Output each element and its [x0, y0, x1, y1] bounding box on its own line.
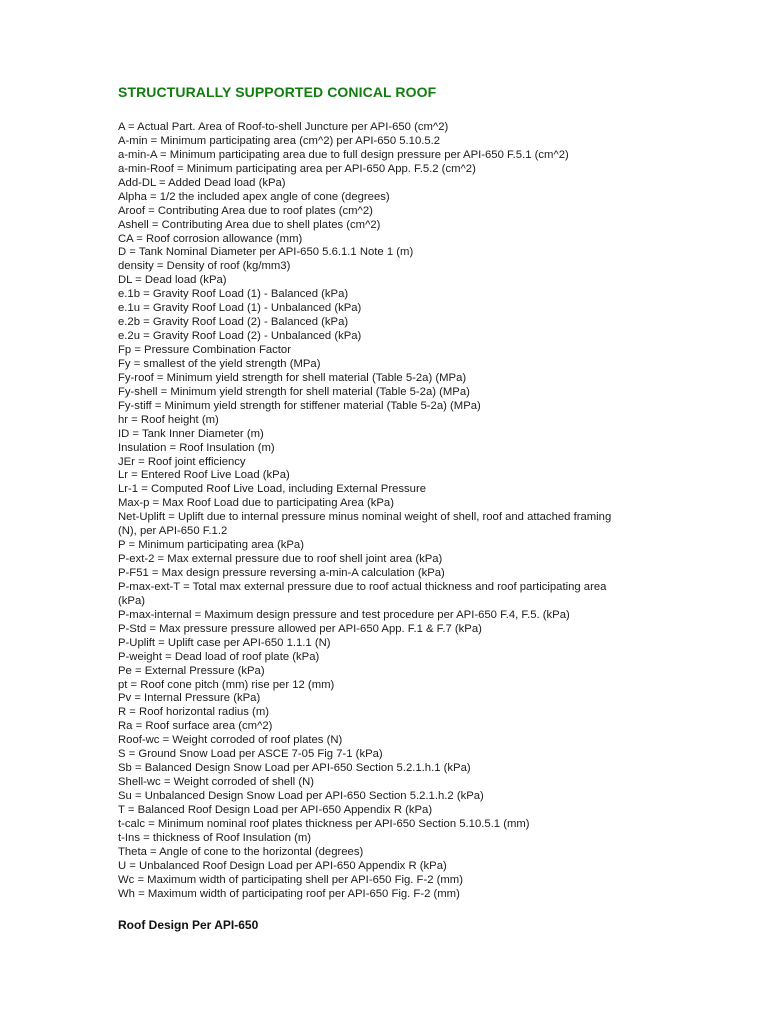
- definition-line: e.1u = Gravity Roof Load (1) - Unbalanced (kPa): [118, 302, 362, 315]
- definition-line: t-Ins = thickness of Roof Insulation (m): [118, 831, 312, 844]
- definition-line: Fy-roof = Minimum yield strength for shell material (Table 5-2a) (MPa): [118, 371, 467, 384]
- definition-line: U = Unbalanced Roof Design Load per API-650 Appendix R (kPa): [118, 859, 447, 872]
- definition-line: A = Actual Part. Area of Roof-to-shell Juncture per API-650 (cm^2): [118, 121, 449, 133]
- definition-line: P-max-ext-T = Total max external pressure due to roof actual thickness and roof participating area: [118, 580, 607, 593]
- definitions-list: [118, 121, 611, 902]
- definition-line: P-max-internal = Maximum design pressure and test procedure per API-650 F.4, F.5. (kPa): [118, 608, 570, 621]
- definition-line: t-calc = Minimum nominal roof plates thickness per API-650 Section 5.10.5.1 (mm): [118, 817, 530, 830]
- definition-line: T = Balanced Roof Design Load per API-650 Appendix R (kPa): [118, 803, 433, 816]
- definition-line: a-min-A = Minimum participating area due to full design pressure per API-650 F.5.1 (cm^2): [118, 148, 569, 161]
- definition-line: P-F51 = Max design pressure reversing a-min-A calculation (kPa): [118, 567, 445, 579]
- definition-line: Fy-stiff = Minimum yield strength for stiffener material (Table 5-2a) (MPa): [118, 399, 481, 412]
- definition-line: Pe = External Pressure (kPa): [118, 664, 265, 677]
- definition-line: Add-DL = Added Dead load (kPa): [118, 176, 286, 189]
- definition-line: P-Std = Max pressure pressure allowed per API-650 App. F.1 & F.7 (kPa): [118, 622, 482, 635]
- definition-line: Fy = smallest of the yield strength (MPa): [118, 357, 321, 370]
- definition-line: A-min = Minimum participating area (cm^2) per API-650 5.10.5.2: [118, 134, 441, 147]
- definition-line: P-ext-2 = Max external pressure due to roof shell joint area (kPa): [118, 553, 443, 566]
- definition-line: Insulation = Roof Insulation (m): [118, 441, 275, 454]
- definition-line: e.2u = Gravity Roof Load (2) - Unbalanced (kPa): [118, 330, 362, 343]
- definition-line: ID = Tank Inner Diameter (m): [118, 427, 264, 440]
- definition-line: JEr = Roof joint efficiency: [118, 455, 246, 468]
- definition-line: Pv = Internal Pressure (kPa): [118, 692, 261, 705]
- definition-line: S = Ground Snow Load per ASCE 7-05 Fig 7-1 (kPa): [118, 748, 383, 761]
- definition-line: Wh = Maximum width of participating roof per API-650 Fig. F-2 (mm): [118, 887, 460, 900]
- definition-line: Theta = Angle of cone to the horizontal (degrees): [118, 845, 364, 858]
- definition-line: R = Roof horizontal radius (m): [118, 706, 269, 719]
- definition-line: (kPa): [118, 594, 145, 607]
- definition-line: Alpha = 1/2 the included apex angle of cone (degrees): [118, 190, 390, 203]
- definition-line: Ashell = Contributing Area due to shell plates (cm^2): [118, 218, 381, 231]
- definition-line: CA = Roof corrosion allowance (mm): [118, 232, 303, 245]
- definition-line: Fy-shell = Minimum yield strength for shell material (Table 5-2a) (MPa): [118, 385, 470, 398]
- definition-line: DL = Dead load (kPa): [118, 274, 227, 287]
- definition-line: Su = Unbalanced Design Snow Load per API-650 Section 5.2.1.h.2 (kPa): [118, 790, 484, 802]
- definition-line: Sb = Balanced Design Snow Load per API-650 Section 5.2.1.h.1 (kPa): [118, 762, 471, 775]
- definition-line: D = Tank Nominal Diameter per API-650 5.6.1.1 Note 1 (m): [118, 246, 414, 259]
- definition-line: e.1b = Gravity Roof Load (1) - Balanced (kPa): [118, 288, 349, 301]
- definition-line: Lr-1 = Computed Roof Live Load, including External Pressure: [118, 483, 427, 496]
- definition-line: Net-Uplift = Uplift due to internal pressure minus nominal weight of shell, roof and attached framing: [118, 511, 612, 524]
- definition-line: Wc = Maximum width of participating shell per API-650 Fig. F-2 (mm): [118, 873, 463, 886]
- definition-line: e.2b = Gravity Roof Load (2) - Balanced (kPa): [118, 316, 349, 329]
- definition-line: Shell-wc = Weight corroded of shell (N): [118, 776, 314, 789]
- definition-line: Aroof = Contributing Area due to roof plates (cm^2): [118, 204, 373, 217]
- definition-line: (N), per API-650 F.1.2: [118, 525, 228, 538]
- document-title: STRUCTURALLY SUPPORTED CONICAL ROOF: [118, 84, 437, 100]
- definition-line: Ra = Roof surface area (cm^2): [118, 720, 273, 733]
- definition-line: density = Density of roof (kg/mm3): [118, 260, 291, 273]
- definition-line: P = Minimum participating area (kPa): [118, 539, 304, 552]
- definition-line: pt = Roof cone pitch (mm) rise per 12 (mm): [118, 678, 335, 691]
- definition-line: P-weight = Dead load of roof plate (kPa): [118, 650, 320, 663]
- definition-line: Max-p = Max Roof Load due to participating Area (kPa): [118, 497, 394, 510]
- definition-line: Lr = Entered Roof Live Load (kPa): [118, 469, 290, 482]
- definition-line: hr = Roof height (m): [118, 413, 219, 426]
- definition-line: Fp = Pressure Combination Factor: [118, 344, 291, 356]
- definition-line: a-min-Roof = Minimum participating area per API-650 App. F.5.2 (cm^2): [118, 162, 476, 175]
- section-heading: Roof Design Per API-650: [118, 918, 259, 932]
- definition-line: P-Uplift = Uplift case per API-650 1.1.1 (N): [118, 636, 331, 649]
- definition-line: Roof-wc = Weight corroded of roof plates (N): [118, 734, 343, 747]
